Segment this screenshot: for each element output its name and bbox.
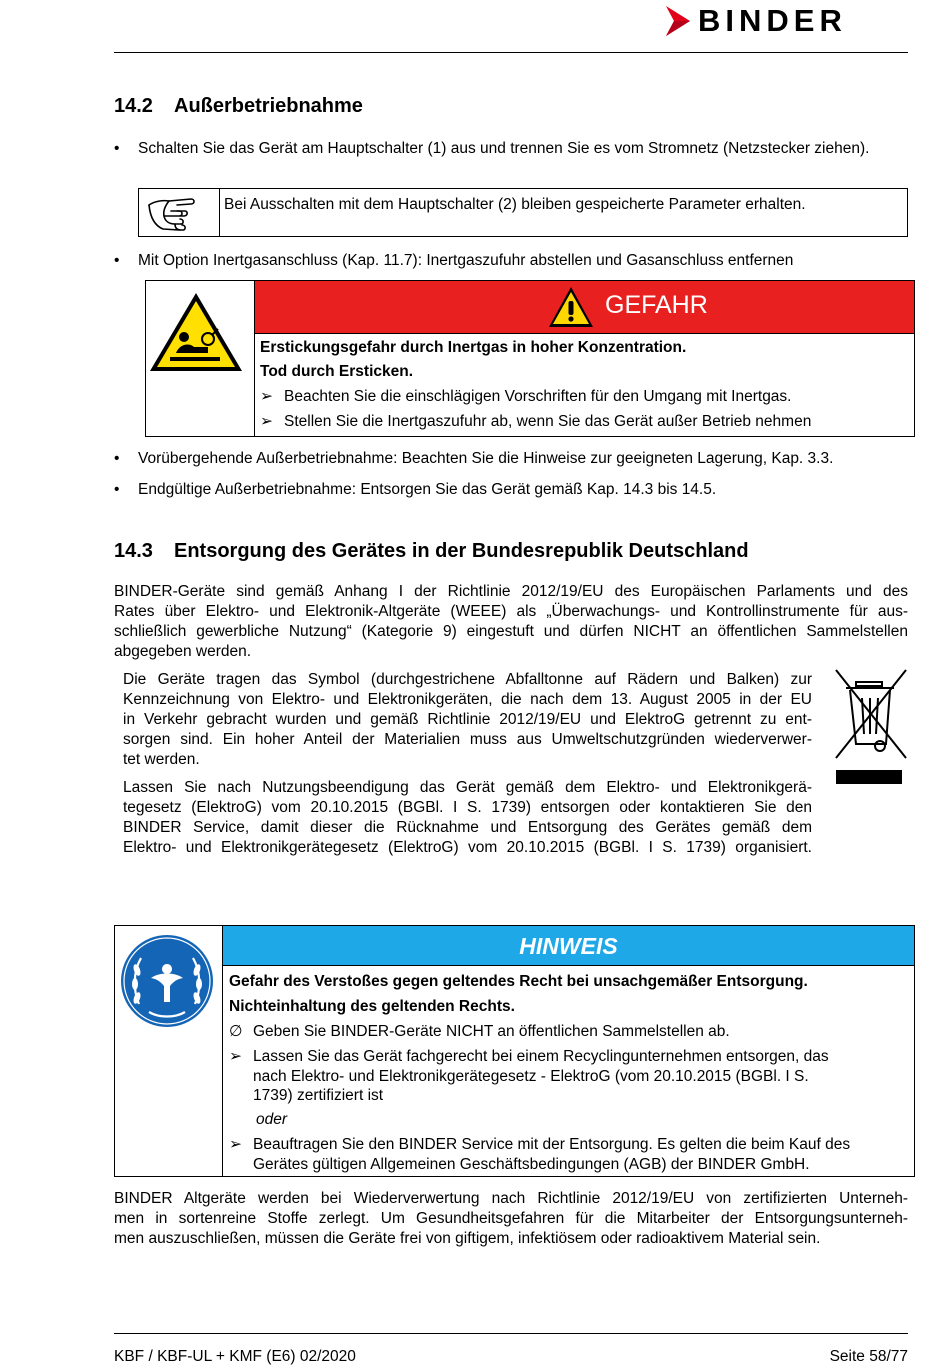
environment-protection-icon — [115, 926, 222, 1036]
text-line: Rates über Elektro- und Elektronik-Altgeräte (WEEE) als „Überwachungs- und Kontrollinstrumente für aus- — [114, 603, 908, 620]
header-rule — [114, 52, 908, 53]
section-heading-14-3 — [114, 539, 749, 563]
section-title: Entsorgung des Gerätes in der Bundesrepublik Deutschland — [174, 540, 749, 562]
section-title: Außerbetriebnahme — [174, 95, 363, 117]
notice-measure-text: Geben Sie BINDER-Geräte NICHT an öffentlichen Sammelstellen ab. — [253, 1023, 730, 1040]
danger-consequence-text: Tod durch Ersticken. — [260, 363, 414, 380]
text-line: BINDER Service, damit dieser die Rücknahme und Entsorgung des Gerätes gemäß dem — [123, 819, 812, 836]
paragraph-weee-classification — [114, 582, 908, 662]
bullet-icon: • — [114, 450, 120, 467]
list-item — [114, 449, 908, 469]
footer-document-id: KBF / KBF-UL + KMF (E6) 02/2020 — [114, 1348, 356, 1365]
bullet-icon: • — [114, 252, 120, 269]
note-icon-cell — [139, 189, 220, 236]
text-line: schließlich gewerbliche Nutzung“ (Kategorie 9) eingestuft und dürfen NICHT an öffentlichen Sammelstellen — [114, 623, 908, 640]
arrow-icon: ➢ — [229, 1048, 242, 1065]
text-line: in Verkehr gebracht wurden und gemäß Richtlinie 2012/19/EU und ElektroG getrennt zu ent- — [123, 711, 812, 728]
notice-icon-cell — [115, 926, 223, 1176]
text-line: men auszuschließen, müssen die Geräte frei von giftigem, infektiösem oder radioaktivem Material sein. — [114, 1230, 821, 1247]
text-line: tegesetz (ElektroG) vom 20.10.2015 (BGBl. I S. 1739) entsorgen oder kontaktieren Sie den — [123, 799, 812, 816]
list-item-text: Vorübergehende Außerbetriebnahme: Beachten Sie die Hinweise zur geeigneten Lagerung, Kap. 3.3. — [138, 450, 834, 467]
danger-box — [145, 280, 915, 437]
danger-icon-cell — [146, 281, 255, 436]
notice-or-text: oder — [256, 1111, 288, 1128]
list-item — [114, 480, 908, 500]
danger-measure-text: Stellen Sie die Inertgaszufuhr ab, wenn Sie das Gerät außer Betrieb nehmen — [284, 413, 812, 430]
binder-logo — [664, 4, 908, 38]
brand-name: BINDER — [698, 3, 847, 38]
notice-box — [114, 925, 915, 1177]
notice-header — [223, 926, 914, 966]
danger-measure-text: Beachten Sie die einschlägigen Vorschriften für den Umgang mit Inertgas. — [284, 388, 792, 405]
suffocation-warning-icon — [146, 281, 254, 436]
text-line: BINDER Altgeräte werden bei Wiederverwertung nach Richtlinie 2012/19/EU von zertifizierten Unterneh- — [114, 1190, 908, 1207]
prohibited-icon: ∅ — [229, 1023, 243, 1040]
notice-measure-item — [229, 1047, 908, 1106]
note-box — [138, 188, 908, 237]
danger-header — [255, 281, 914, 334]
text-line: abgegeben werden. — [114, 643, 252, 660]
list-item — [114, 251, 908, 271]
text-line: Lassen Sie das Gerät fachgerecht bei einem Recyclingunternehmen entsorgen, das — [253, 1048, 829, 1065]
notice-measure-item — [229, 1135, 908, 1174]
paragraph-disposal-instructions — [123, 778, 812, 858]
footer-page-number: Seite 58/77 — [829, 1348, 908, 1365]
text-line: Die Geräte tragen das Symbol (durchgestrichene Abfalltonne auf Rädern und Balken) zur — [123, 671, 812, 688]
section-number: 14.2 — [114, 95, 153, 117]
danger-title: GEFAHR — [605, 291, 708, 319]
text-line: Kennzeichnung von Elektro- und Elektronikgeräten, die nach dem 13. August 2005 in der EU — [123, 691, 812, 708]
text-line: sorgen sind. Ein hoher Anteil der Materialien muss aus Umweltschutzgründen wiederverwer- — [123, 731, 812, 748]
danger-measure-item — [260, 412, 811, 432]
text-line: 1739) zertifiziert ist — [253, 1087, 384, 1104]
text-line: BINDER-Geräte sind gemäß Anhang I der Richtlinie 2012/19/EU des Europäischen Parlaments und des — [114, 583, 908, 600]
text-line: Beauftragen Sie den BINDER Service mit der Entsorgung. Es gelten die beim Kauf des — [253, 1136, 851, 1153]
list-item — [114, 139, 908, 159]
text-line: nach Elektro- und Elektronikgerätegesetz - ElektroG (vom 20.10.2015 (BGBl. I S. — [253, 1067, 809, 1085]
section-heading-14-2 — [114, 94, 363, 118]
paragraph-recycling — [114, 1189, 908, 1249]
notice-measure-item — [229, 1022, 730, 1042]
arrow-icon: ➢ — [229, 1136, 242, 1153]
text-line: Lassen Sie nach Nutzungsbeendigung das Gerät gemäß dem Elektro- und Elektronikgerä- — [123, 779, 812, 796]
note-text: Bei Ausschalten mit dem Hauptschalter (2) bleiben gespeicherte Parameter erhalten. — [224, 196, 806, 213]
notice-consequence-text: Nichteinhaltung des geltenden Rechts. — [229, 998, 515, 1015]
text-line: Gerätes gültigen Allgemeinen Geschäftsbedingungen (AGB) der BINDER GmbH. — [253, 1155, 810, 1173]
paragraph-weee-symbol — [123, 670, 812, 770]
danger-hazard-text: Erstickungsgefahr durch Inertgas in hoher Konzentration. — [260, 339, 687, 356]
text-line: tet werden. — [123, 751, 200, 768]
warning-triangle-icon — [547, 285, 595, 329]
bullet-icon: • — [114, 140, 120, 157]
arrow-icon: ➢ — [260, 388, 273, 405]
text-line: men in sortenreine Stoffe zerlegt. Um Gesundheitsgefahren für die Mitarbeiter der Entsorgungsunterneh- — [114, 1210, 908, 1227]
notice-title: HINWEIS — [519, 933, 618, 959]
danger-measure-item — [260, 387, 792, 407]
bullet-icon: • — [114, 481, 120, 498]
weee-crossed-bin-icon — [834, 668, 908, 786]
list-item-text: Schalten Sie das Gerät am Hauptschalter (1) aus und trennen Sie es vom Stromnetz (Netzstecker ziehen). — [138, 140, 870, 157]
section-number: 14.3 — [114, 540, 153, 562]
text-line: Elektro- und Elektronikgerätegesetz (ElektroG) vom 20.10.2015 (BGBl. I S. 1739) organisiert. — [123, 839, 812, 856]
notice-hazard-text: Gefahr des Verstoßes gegen geltendes Recht bei unsachgemäßer Entsorgung. — [229, 973, 808, 990]
list-item-text: Mit Option Inertgasanschluss (Kap. 11.7): Inertgaszufuhr abstellen und Gasanschluss entfernen — [138, 252, 794, 269]
list-item-text: Endgültige Außerbetriebnahme: Entsorgen Sie das Gerät gemäß Kap. 14.3 bis 14.5. — [138, 481, 717, 498]
footer-rule — [114, 1333, 908, 1334]
pointing-hand-icon — [139, 189, 219, 236]
binder-logo-mark-icon — [664, 4, 694, 38]
arrow-icon: ➢ — [260, 413, 273, 430]
